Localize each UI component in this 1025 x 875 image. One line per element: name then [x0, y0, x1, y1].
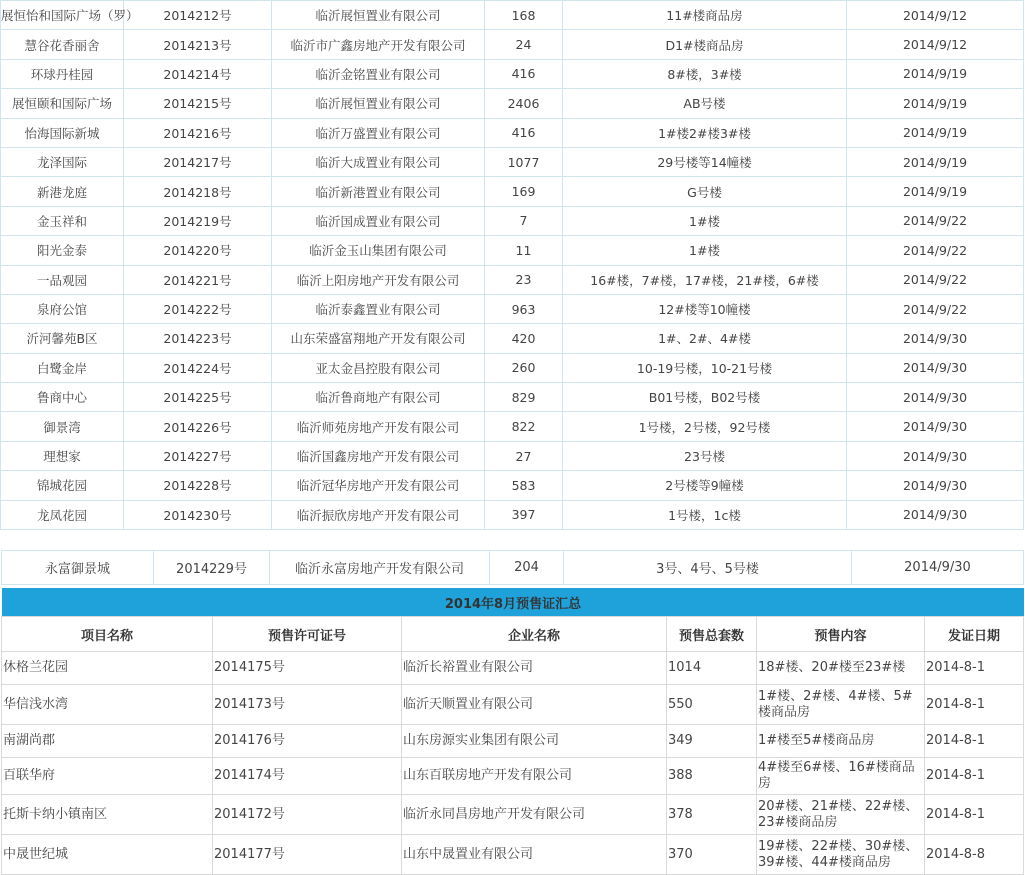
table-row	[1, 412, 1024, 441]
table-row	[2, 685, 1024, 725]
table-row	[1, 118, 1024, 147]
table-row	[2, 835, 1024, 875]
sale-content: 1号楼，1c楼	[563, 500, 847, 529]
table-row	[1, 177, 1024, 206]
project-name: 阳光金泰	[1, 236, 124, 265]
issue-date: 2014/9/30	[847, 500, 1024, 529]
project-name: 环球丹桂园	[1, 59, 124, 88]
table-row	[1, 30, 1024, 59]
unit-count: 1077	[485, 147, 563, 176]
sale-content: 2号楼等9幢楼	[563, 471, 847, 500]
project-name: 龙泽国际	[1, 147, 124, 176]
column-header: 预售内容	[757, 617, 925, 652]
company-name: 山东百联房地产开发有限公司	[402, 758, 667, 795]
company-name: 临沂永同昌房地产开发有限公司	[402, 795, 667, 835]
sale-content: 12#楼等10幢楼	[563, 294, 847, 323]
permit-number: 2014229号	[154, 551, 270, 585]
issue-date: 2014/9/30	[847, 471, 1024, 500]
unit-count: 168	[485, 1, 563, 30]
project-name: 慧谷花香丽舍	[1, 30, 124, 59]
issue-date: 2014/9/30	[852, 551, 1024, 585]
project-name: 百联华府	[2, 758, 213, 795]
issue-date: 2014/9/19	[847, 118, 1024, 147]
project-name: 泉府公馆	[1, 294, 124, 323]
project-name: 沂河馨苑B区	[1, 324, 124, 353]
sale-content: 10-19号楼，10-21号楼	[563, 353, 847, 382]
project-name: 中晟世纪城	[2, 835, 213, 875]
project-name: 南湖尚郡	[2, 725, 213, 758]
project-name: 锦城花园	[1, 471, 124, 500]
unit-count: 963	[485, 294, 563, 323]
unit-count: 260	[485, 353, 563, 382]
project-name: 御景湾	[1, 412, 124, 441]
issue-date: 2014-8-1	[925, 685, 1024, 725]
project-name: 怡海国际新城	[1, 118, 124, 147]
table-row	[1, 294, 1024, 323]
sale-content: 1#楼至5#楼商品房	[757, 725, 925, 758]
column-header: 企业名称	[402, 617, 667, 652]
project-name: 金玉祥和	[1, 206, 124, 235]
column-header: 预售许可证号	[213, 617, 402, 652]
unit-count: 397	[485, 500, 563, 529]
permit-number: 2014218号	[124, 177, 272, 206]
permit-number: 2014212号	[124, 1, 272, 30]
table-row	[2, 758, 1024, 795]
project-name: 理想家	[1, 441, 124, 470]
project-name: 白鹭金岸	[1, 353, 124, 382]
summary-title-bar	[2, 588, 1024, 616]
sale-content: 23号楼	[563, 441, 847, 470]
sale-content: D1#楼商品房	[563, 30, 847, 59]
project-name: 华信浅水湾	[2, 685, 213, 725]
issue-date: 2014/9/12	[847, 30, 1024, 59]
company-name: 临沂展恒置业有限公司	[272, 89, 485, 118]
company-name: 临沂金铭置业有限公司	[272, 59, 485, 88]
company-name: 临沂鲁商地产有限公司	[272, 383, 485, 412]
sale-content: 11#楼商品房	[563, 1, 847, 30]
permit-number: 2014224号	[124, 353, 272, 382]
unit-count: 550	[667, 685, 757, 725]
company-name: 临沂振欣房地产开发有限公司	[272, 500, 485, 529]
project-name: 休格兰花园	[2, 652, 213, 685]
unit-count: 822	[485, 412, 563, 441]
company-name: 临沂永富房地产开发有限公司	[270, 551, 490, 585]
permit-number: 2014228号	[124, 471, 272, 500]
unit-count: 11	[485, 236, 563, 265]
table-row	[1, 206, 1024, 235]
unit-count: 7	[485, 206, 563, 235]
issue-date: 2014/9/30	[847, 353, 1024, 382]
project-name: 新港龙庭	[1, 177, 124, 206]
table-row	[1, 59, 1024, 88]
company-name: 临沂师苑房地产开发有限公司	[272, 412, 485, 441]
unit-count: 2406	[485, 89, 563, 118]
table-row	[1, 324, 1024, 353]
permit-number: 2014219号	[124, 206, 272, 235]
permit-number: 2014177号	[213, 835, 402, 875]
unit-count: 583	[485, 471, 563, 500]
company-name: 临沂上阳房地产开发有限公司	[272, 265, 485, 294]
table-row	[2, 725, 1024, 758]
unit-count: 370	[667, 835, 757, 875]
sale-content: 16#楼，7#楼，17#楼，21#楼，6#楼	[563, 265, 847, 294]
permit-number: 2014173号	[213, 685, 402, 725]
unit-count: 23	[485, 265, 563, 294]
sale-content: 1号楼，2号楼，92号楼	[563, 412, 847, 441]
issue-date: 2014-8-1	[925, 725, 1024, 758]
issue-date: 2014/9/19	[847, 89, 1024, 118]
issue-date: 2014/9/30	[847, 412, 1024, 441]
sale-content: 3号、4号、5号楼	[564, 551, 852, 585]
company-name: 临沂展恒置业有限公司	[272, 1, 485, 30]
permit-number: 2014227号	[124, 441, 272, 470]
permit-number: 2014174号	[213, 758, 402, 795]
issue-date: 2014/9/19	[847, 147, 1024, 176]
august-summary-table	[1, 616, 1024, 875]
permit-number: 2014176号	[213, 725, 402, 758]
table-row	[1, 265, 1024, 294]
sale-content: 4#楼至6#楼、16#楼商品房	[757, 758, 925, 795]
column-header: 预售总套数	[667, 617, 757, 652]
project-name: 龙凤花园	[1, 500, 124, 529]
sale-content: 1#楼2#楼3#楼	[563, 118, 847, 147]
issue-date: 2014/9/22	[847, 294, 1024, 323]
extra-permit-row	[1, 550, 1024, 585]
unit-count: 169	[485, 177, 563, 206]
issue-date: 2014/9/30	[847, 383, 1024, 412]
permit-number: 2014214号	[124, 59, 272, 88]
table-row	[1, 500, 1024, 529]
table-row	[1, 441, 1024, 470]
sale-content: 18#楼、20#楼至23#楼	[757, 652, 925, 685]
permit-number: 2014225号	[124, 383, 272, 412]
sale-content: 1#楼、2#楼、4#楼、5#楼商品房	[757, 685, 925, 725]
unit-count: 27	[485, 441, 563, 470]
table-row	[1, 471, 1024, 500]
issue-date: 2014-8-1	[925, 652, 1024, 685]
table-row	[2, 795, 1024, 835]
sale-content: 1#楼	[563, 236, 847, 265]
issue-date: 2014/9/19	[847, 177, 1024, 206]
unit-count: 204	[490, 551, 564, 585]
table-row	[1, 353, 1024, 382]
table-row	[1, 89, 1024, 118]
company-name: 临沂长裕置业有限公司	[402, 652, 667, 685]
sale-content: 8#楼，3#楼	[563, 59, 847, 88]
project-name: 一品观园	[1, 265, 124, 294]
unit-count: 1014	[667, 652, 757, 685]
company-name: 临沂金玉山集团有限公司	[272, 236, 485, 265]
company-name: 临沂市广鑫房地产开发有限公司	[272, 30, 485, 59]
permit-number: 2014213号	[124, 30, 272, 59]
issue-date: 2014-8-8	[925, 835, 1024, 875]
permit-number: 2014223号	[124, 324, 272, 353]
issue-date: 2014/9/22	[847, 236, 1024, 265]
permit-number: 2014175号	[213, 652, 402, 685]
unit-count: 378	[667, 795, 757, 835]
company-name: 临沂万盛置业有限公司	[272, 118, 485, 147]
project-name: 托斯卡纳小镇南区	[2, 795, 213, 835]
sale-content: G号楼	[563, 177, 847, 206]
sale-content: B01号楼，B02号楼	[563, 383, 847, 412]
table-row	[2, 652, 1024, 685]
sale-content: 20#楼、21#楼、22#楼、23#楼商品房	[757, 795, 925, 835]
issue-date: 2014/9/19	[847, 59, 1024, 88]
issue-date: 2014-8-1	[925, 758, 1024, 795]
issue-date: 2014/9/22	[847, 206, 1024, 235]
issue-date: 2014/9/22	[847, 265, 1024, 294]
permit-number: 2014172号	[213, 795, 402, 835]
header-row	[2, 617, 1024, 652]
unit-count: 829	[485, 383, 563, 412]
sale-content: 19#楼、22#楼、30#楼、39#楼、44#楼商品房	[757, 835, 925, 875]
company-name: 临沂冠华房地产开发有限公司	[272, 471, 485, 500]
project-name: 永富御景城	[2, 551, 154, 585]
company-name: 临沂国成置业有限公司	[272, 206, 485, 235]
column-header: 发证日期	[925, 617, 1024, 652]
company-name: 亚太金昌控股有限公司	[272, 353, 485, 382]
permit-number: 2014215号	[124, 89, 272, 118]
table-row	[1, 1, 1024, 30]
unit-count: 416	[485, 59, 563, 88]
unit-count: 420	[485, 324, 563, 353]
issue-date: 2014-8-1	[925, 795, 1024, 835]
company-name: 山东中晟置业有限公司	[402, 835, 667, 875]
permit-number: 2014216号	[124, 118, 272, 147]
unit-count: 388	[667, 758, 757, 795]
issue-date: 2014/9/30	[847, 441, 1024, 470]
project-name: 展恒颐和国际广场	[1, 89, 124, 118]
company-name: 临沂泰鑫置业有限公司	[272, 294, 485, 323]
project-name: 展恒怡和国际广场（罗）	[1, 1, 124, 30]
table-row	[1, 236, 1024, 265]
project-name: 鲁商中心	[1, 383, 124, 412]
permit-number: 2014222号	[124, 294, 272, 323]
company-name: 临沂大成置业有限公司	[272, 147, 485, 176]
company-name: 临沂新港置业有限公司	[272, 177, 485, 206]
issue-date: 2014/9/30	[847, 324, 1024, 353]
permit-number: 2014217号	[124, 147, 272, 176]
issue-date: 2014/9/12	[847, 1, 1024, 30]
column-header: 项目名称	[2, 617, 213, 652]
company-name: 山东荣盛富翔地产开发有限公司	[272, 324, 485, 353]
unit-count: 349	[667, 725, 757, 758]
table-row	[2, 551, 1024, 585]
permit-number: 2014230号	[124, 500, 272, 529]
permit-number: 2014221号	[124, 265, 272, 294]
table-row	[1, 147, 1024, 176]
table-row	[1, 383, 1024, 412]
company-name: 临沂国鑫房地产开发有限公司	[272, 441, 485, 470]
sale-content: 1#、2#、4#楼	[563, 324, 847, 353]
sale-content: AB号楼	[563, 89, 847, 118]
permit-number: 2014226号	[124, 412, 272, 441]
unit-count: 416	[485, 118, 563, 147]
permit-number: 2014220号	[124, 236, 272, 265]
unit-count: 24	[485, 30, 563, 59]
company-name: 临沂天顺置业有限公司	[402, 685, 667, 725]
sale-content: 29号楼等14幢楼	[563, 147, 847, 176]
sale-content: 1#楼	[563, 206, 847, 235]
summary-title: 2014年8月预售证汇总	[444, 596, 582, 612]
company-name: 山东房源实业集团有限公司	[402, 725, 667, 758]
